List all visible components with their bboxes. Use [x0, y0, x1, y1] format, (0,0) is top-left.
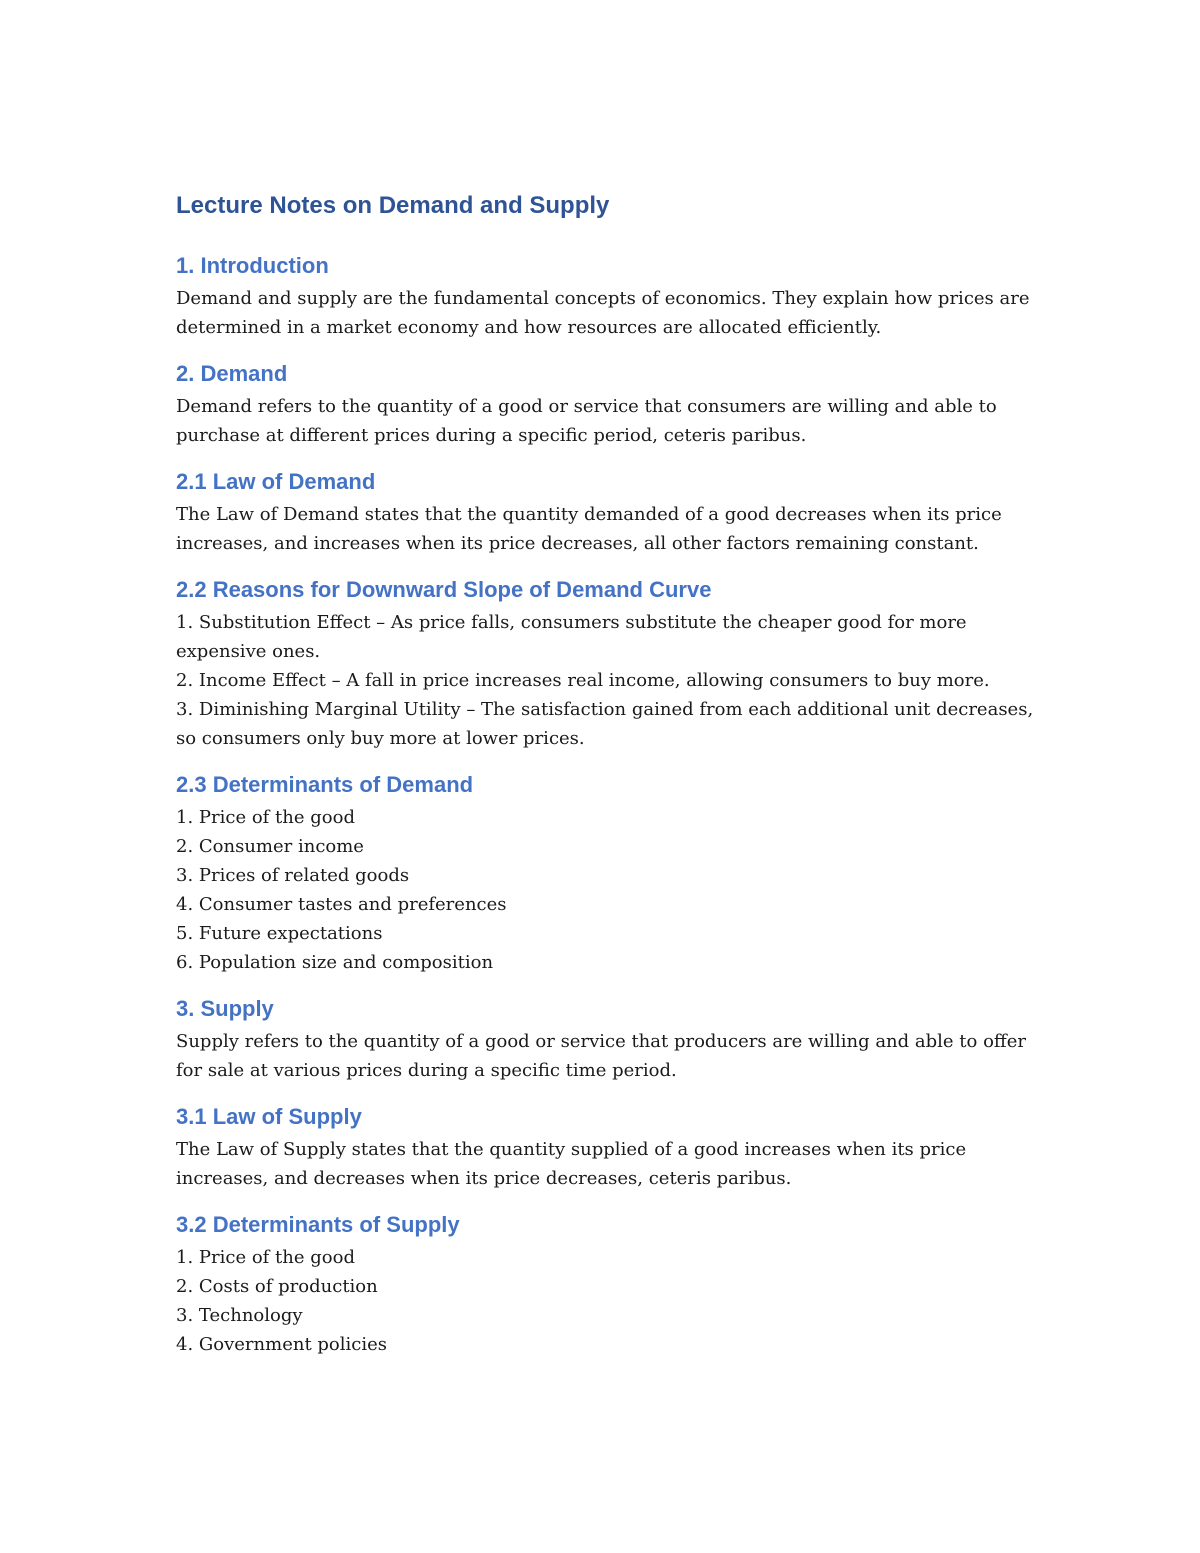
list-item: 2. Income Effect – A fall in price increases real income, allowing consumers to buy more. [176, 670, 990, 691]
section-paragraph: The Law of Supply states that the quantity supplied of a good increases when its price increases, and decreases when its price decreases, ceteris paribus. [176, 1139, 967, 1189]
section-heading: 2.1 Law of Demand [176, 469, 376, 494]
section-law-of-supply [176, 1102, 1036, 1193]
list-item: 4. Government policies [176, 1334, 387, 1355]
document-title: Lecture Notes on Demand and Supply [176, 192, 610, 219]
section-heading: 1. Introduction [176, 253, 329, 278]
section-heading: 3. Supply [176, 996, 274, 1021]
section-heading: 2.2 Reasons for Downward Slope of Demand Curve [176, 577, 712, 602]
section-determinants-of-supply [176, 1210, 1036, 1359]
list-item: 6. Population size and composition [176, 952, 494, 973]
section-demand [176, 359, 1036, 450]
list-item: 1. Price of the good [176, 807, 355, 828]
list-item: 1. Price of the good [176, 1247, 355, 1268]
list-item: 3. Diminishing Marginal Utility – The satisfaction gained from each additional unit decreases, so consumers only buy more at lower prices. [176, 699, 1034, 749]
document-page [176, 190, 1036, 1376]
section-paragraph: Demand and supply are the fundamental concepts of economics. They explain how prices are determined in a market economy and how resources are allocated efficiently. [176, 288, 1030, 338]
section-supply [176, 994, 1036, 1085]
demand-determinants-list [176, 803, 1036, 977]
list-item: 3. Technology [176, 1305, 303, 1326]
list-item: 2. Consumer income [176, 836, 364, 857]
section-determinants-of-demand [176, 770, 1036, 977]
supply-determinants-list [176, 1243, 1036, 1359]
list-item: 5. Future expectations [176, 923, 383, 944]
list-item: 3. Prices of related goods [176, 865, 410, 886]
reasons-list [176, 608, 1036, 753]
section-law-of-demand [176, 467, 1036, 558]
list-item: 2. Costs of production [176, 1276, 378, 1297]
section-heading: 2.3 Determinants of Demand [176, 772, 474, 797]
section-introduction [176, 251, 1036, 342]
list-item: 1. Substitution Effect – As price falls, consumers substitute the cheaper good for more expensive ones. [176, 612, 967, 662]
section-heading: 2. Demand [176, 361, 288, 386]
section-heading: 3.2 Determinants of Supply [176, 1212, 460, 1237]
section-heading: 3.1 Law of Supply [176, 1104, 362, 1129]
section-paragraph: The Law of Demand states that the quantity demanded of a good decreases when its price increases, and increases when its price decreases, all other factors remaining constant. [176, 504, 1002, 554]
section-downward-slope-reasons [176, 575, 1036, 753]
section-paragraph: Supply refers to the quantity of a good or service that producers are willing and able to offer for sale at various prices during a specific time period. [176, 1031, 1026, 1081]
section-paragraph: Demand refers to the quantity of a good or service that consumers are willing and able to purchase at different prices during a specific period, ceteris paribus. [176, 396, 997, 446]
list-item: 4. Consumer tastes and preferences [176, 894, 507, 915]
